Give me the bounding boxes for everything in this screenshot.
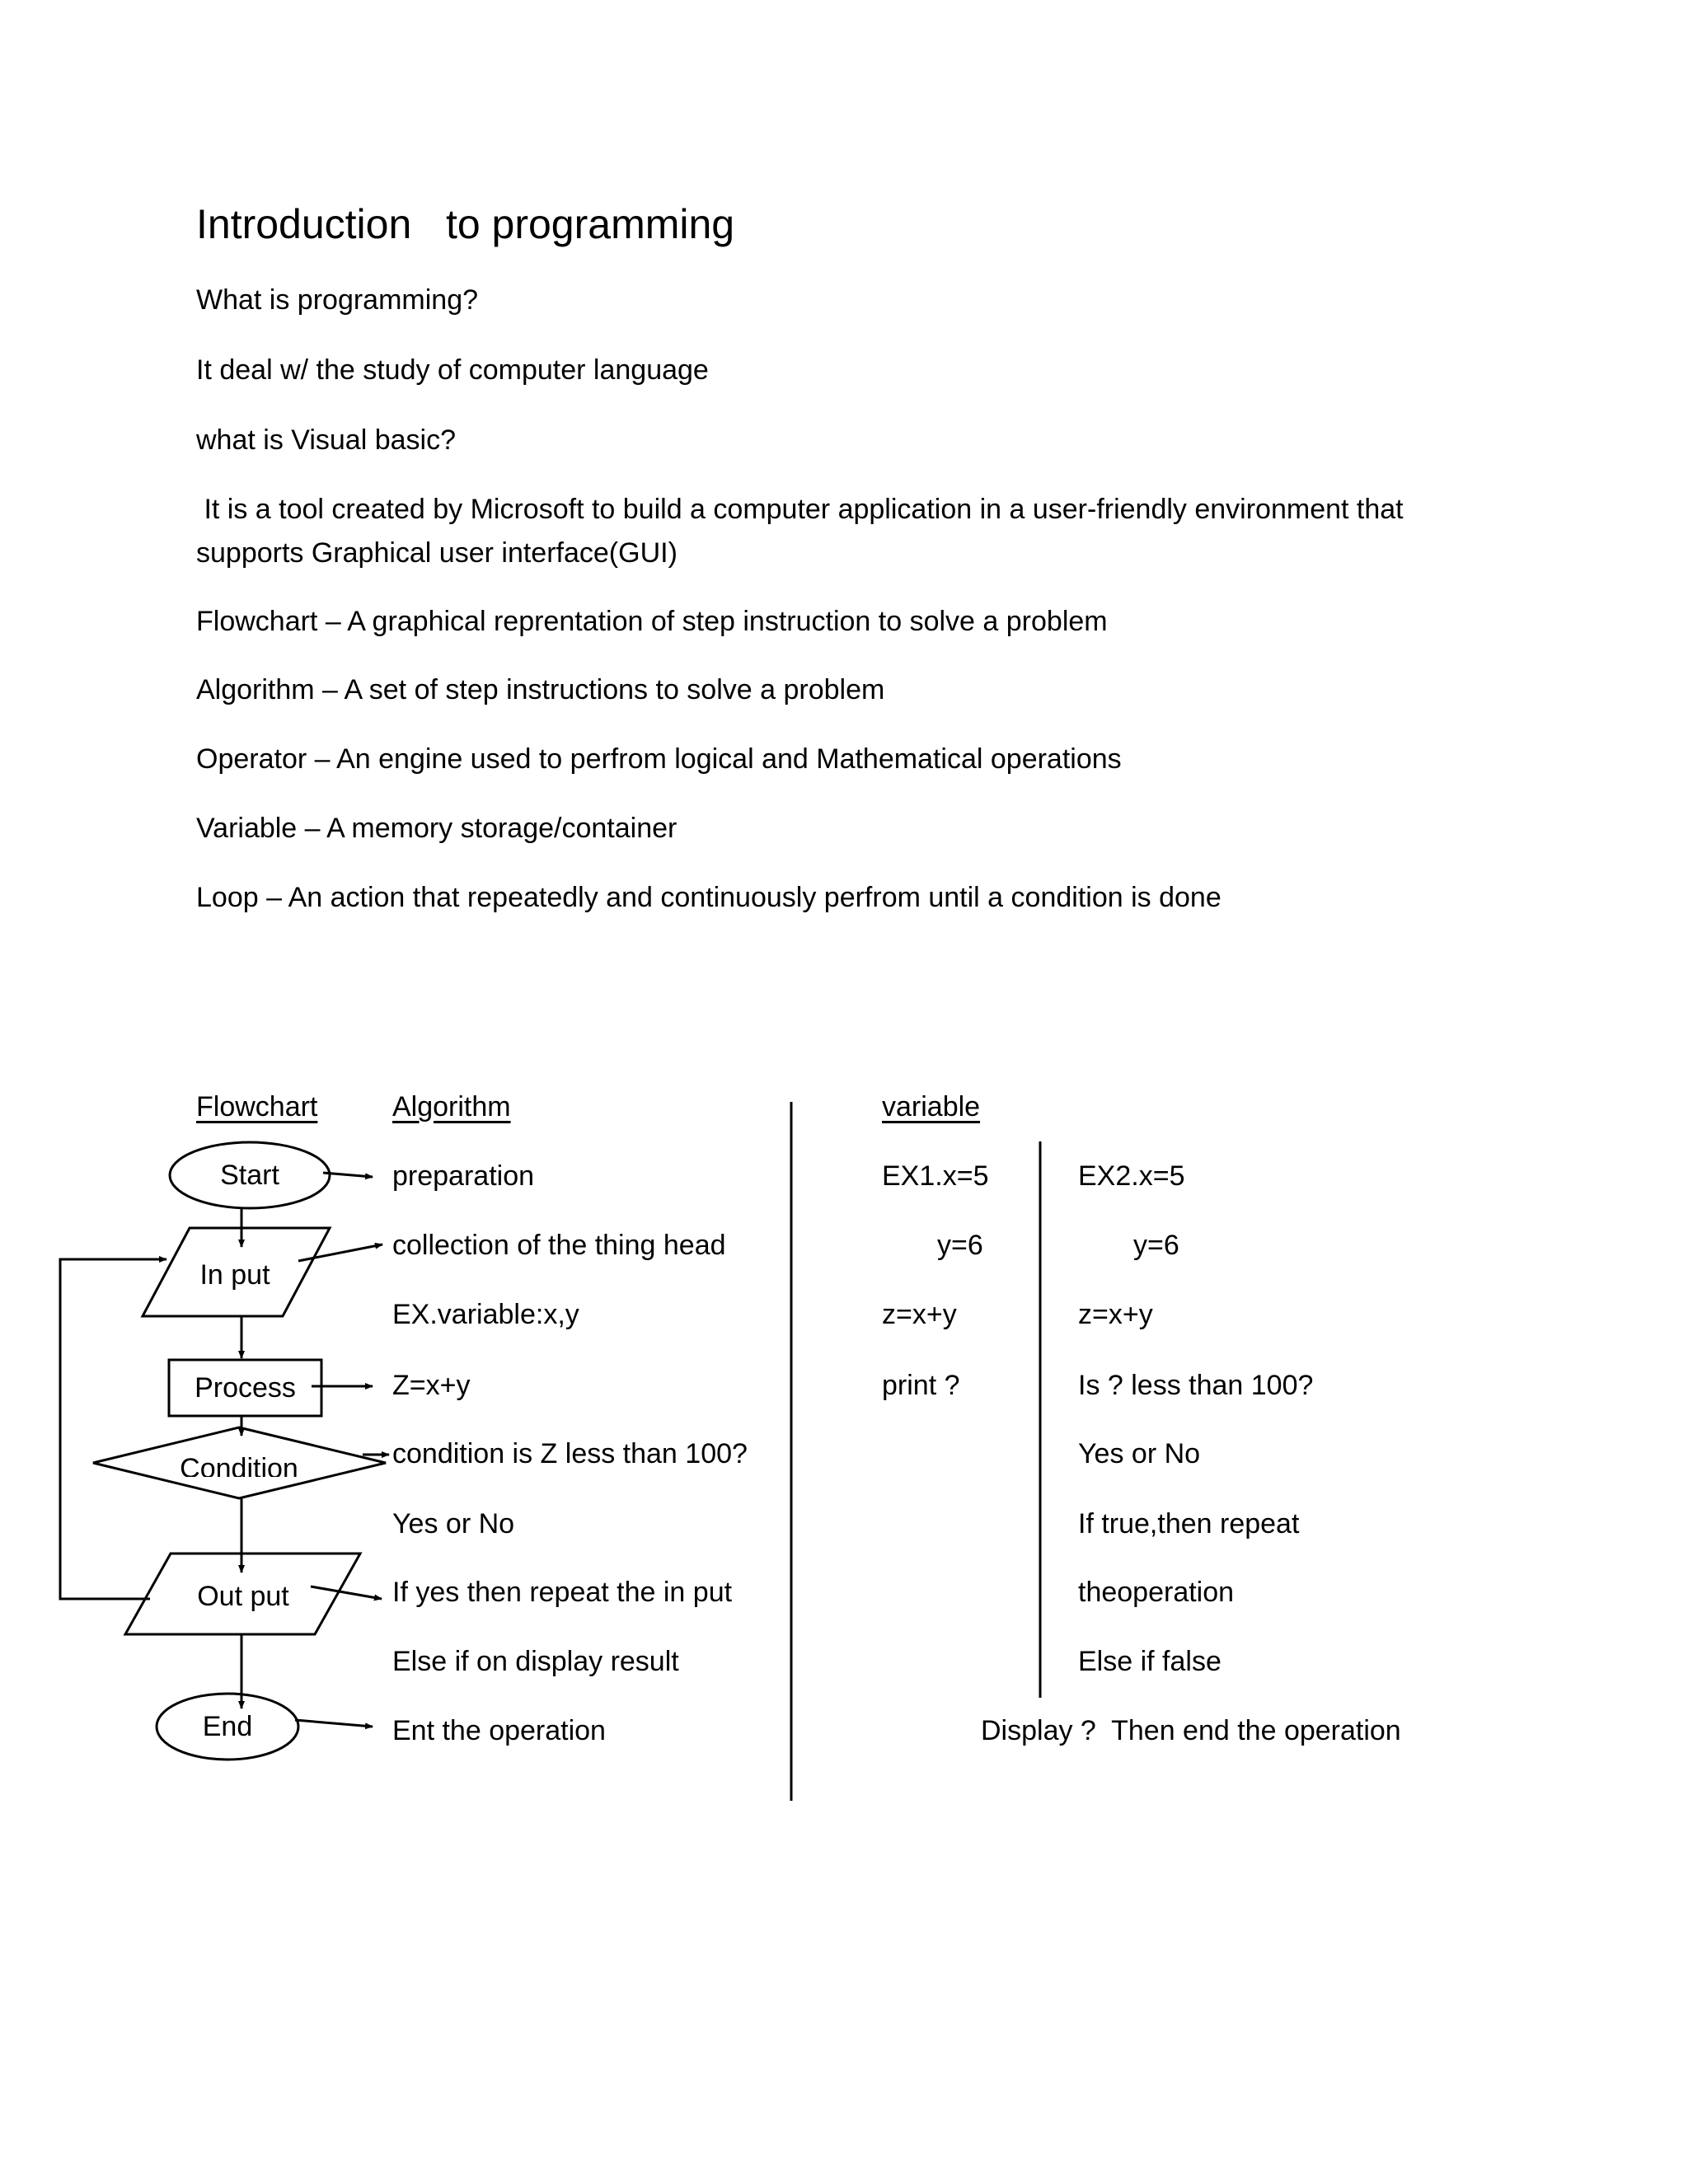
algorithm-step: preparation	[392, 1160, 535, 1192]
ex2-line: y=6	[1133, 1230, 1179, 1261]
header-algorithm: Algorithm	[392, 1091, 511, 1122]
arrow-end-step	[295, 1720, 373, 1727]
ex2-line: Yes or No	[1078, 1438, 1201, 1469]
ex1-line: EX1.x=5	[882, 1160, 989, 1192]
algorithm-step: Else if on display result	[392, 1646, 679, 1677]
ex1-line: print ?	[882, 1370, 960, 1401]
ex2-line: Is ? less than 100?	[1078, 1370, 1314, 1401]
answer-visual-basic-line1: It is a tool created by Microsoft to build a computer application in a user-friendly environment that	[196, 494, 1404, 525]
algorithm-step: If yes then repeat the in put	[392, 1577, 733, 1608]
page-title: Introduction to programming	[196, 201, 735, 247]
output-label: Out put	[197, 1581, 289, 1612]
definition-variable: Variable – A memory storage/container	[196, 813, 678, 844]
process-label: Process	[195, 1372, 296, 1404]
definition-flowchart: Flowchart – A graphical reprentation of step instruction to solve a problem	[196, 606, 1108, 637]
definition-operator: Operator – An engine used to perfrom logical and Mathematical operations	[196, 743, 1122, 775]
definition-loop: Loop – An action that repeatedly and continuously perfrom until a condition is done	[196, 882, 1221, 913]
algorithm-step: Yes or No	[392, 1508, 515, 1540]
definition-algorithm: Algorithm – A set of step instructions to solve a problem	[196, 674, 885, 705]
ex2-line: theoperation	[1078, 1577, 1235, 1608]
ex1-line: z=x+y	[882, 1299, 957, 1330]
input-label: In put	[199, 1259, 270, 1291]
header-flowchart: Flowchart	[196, 1091, 318, 1122]
algorithm-step: Ent the operation	[392, 1715, 606, 1746]
algorithm-step: condition is Z less than 100?	[392, 1438, 748, 1469]
algorithm-step: collection of the thing head	[392, 1230, 726, 1261]
ex2-line: Else if false	[1078, 1646, 1221, 1677]
ex2-line: If true,then repeat	[1078, 1508, 1300, 1540]
question-visual-basic: what is Visual basic?	[196, 424, 456, 456]
header-variable: variable	[882, 1091, 981, 1122]
answer-visual-basic-line2: supports Graphical user interface(GUI)	[196, 537, 678, 569]
ex1-line: y=6	[937, 1230, 983, 1261]
answer-programming: It deal w/ the study of computer language	[196, 354, 709, 386]
algorithm-step: Z=x+y	[392, 1370, 471, 1401]
ex2-line: z=x+y	[1078, 1299, 1153, 1330]
algorithm-step: EX.variable:x,y	[392, 1299, 579, 1330]
condition-label: Condition	[180, 1453, 298, 1477]
end-label: End	[202, 1711, 253, 1742]
ex2-line: EX2.x=5	[1078, 1160, 1185, 1192]
question-programming: What is programming?	[196, 284, 479, 316]
start-label: Start	[220, 1160, 279, 1191]
final-statement: Display ? Then end the operation	[981, 1715, 1401, 1746]
